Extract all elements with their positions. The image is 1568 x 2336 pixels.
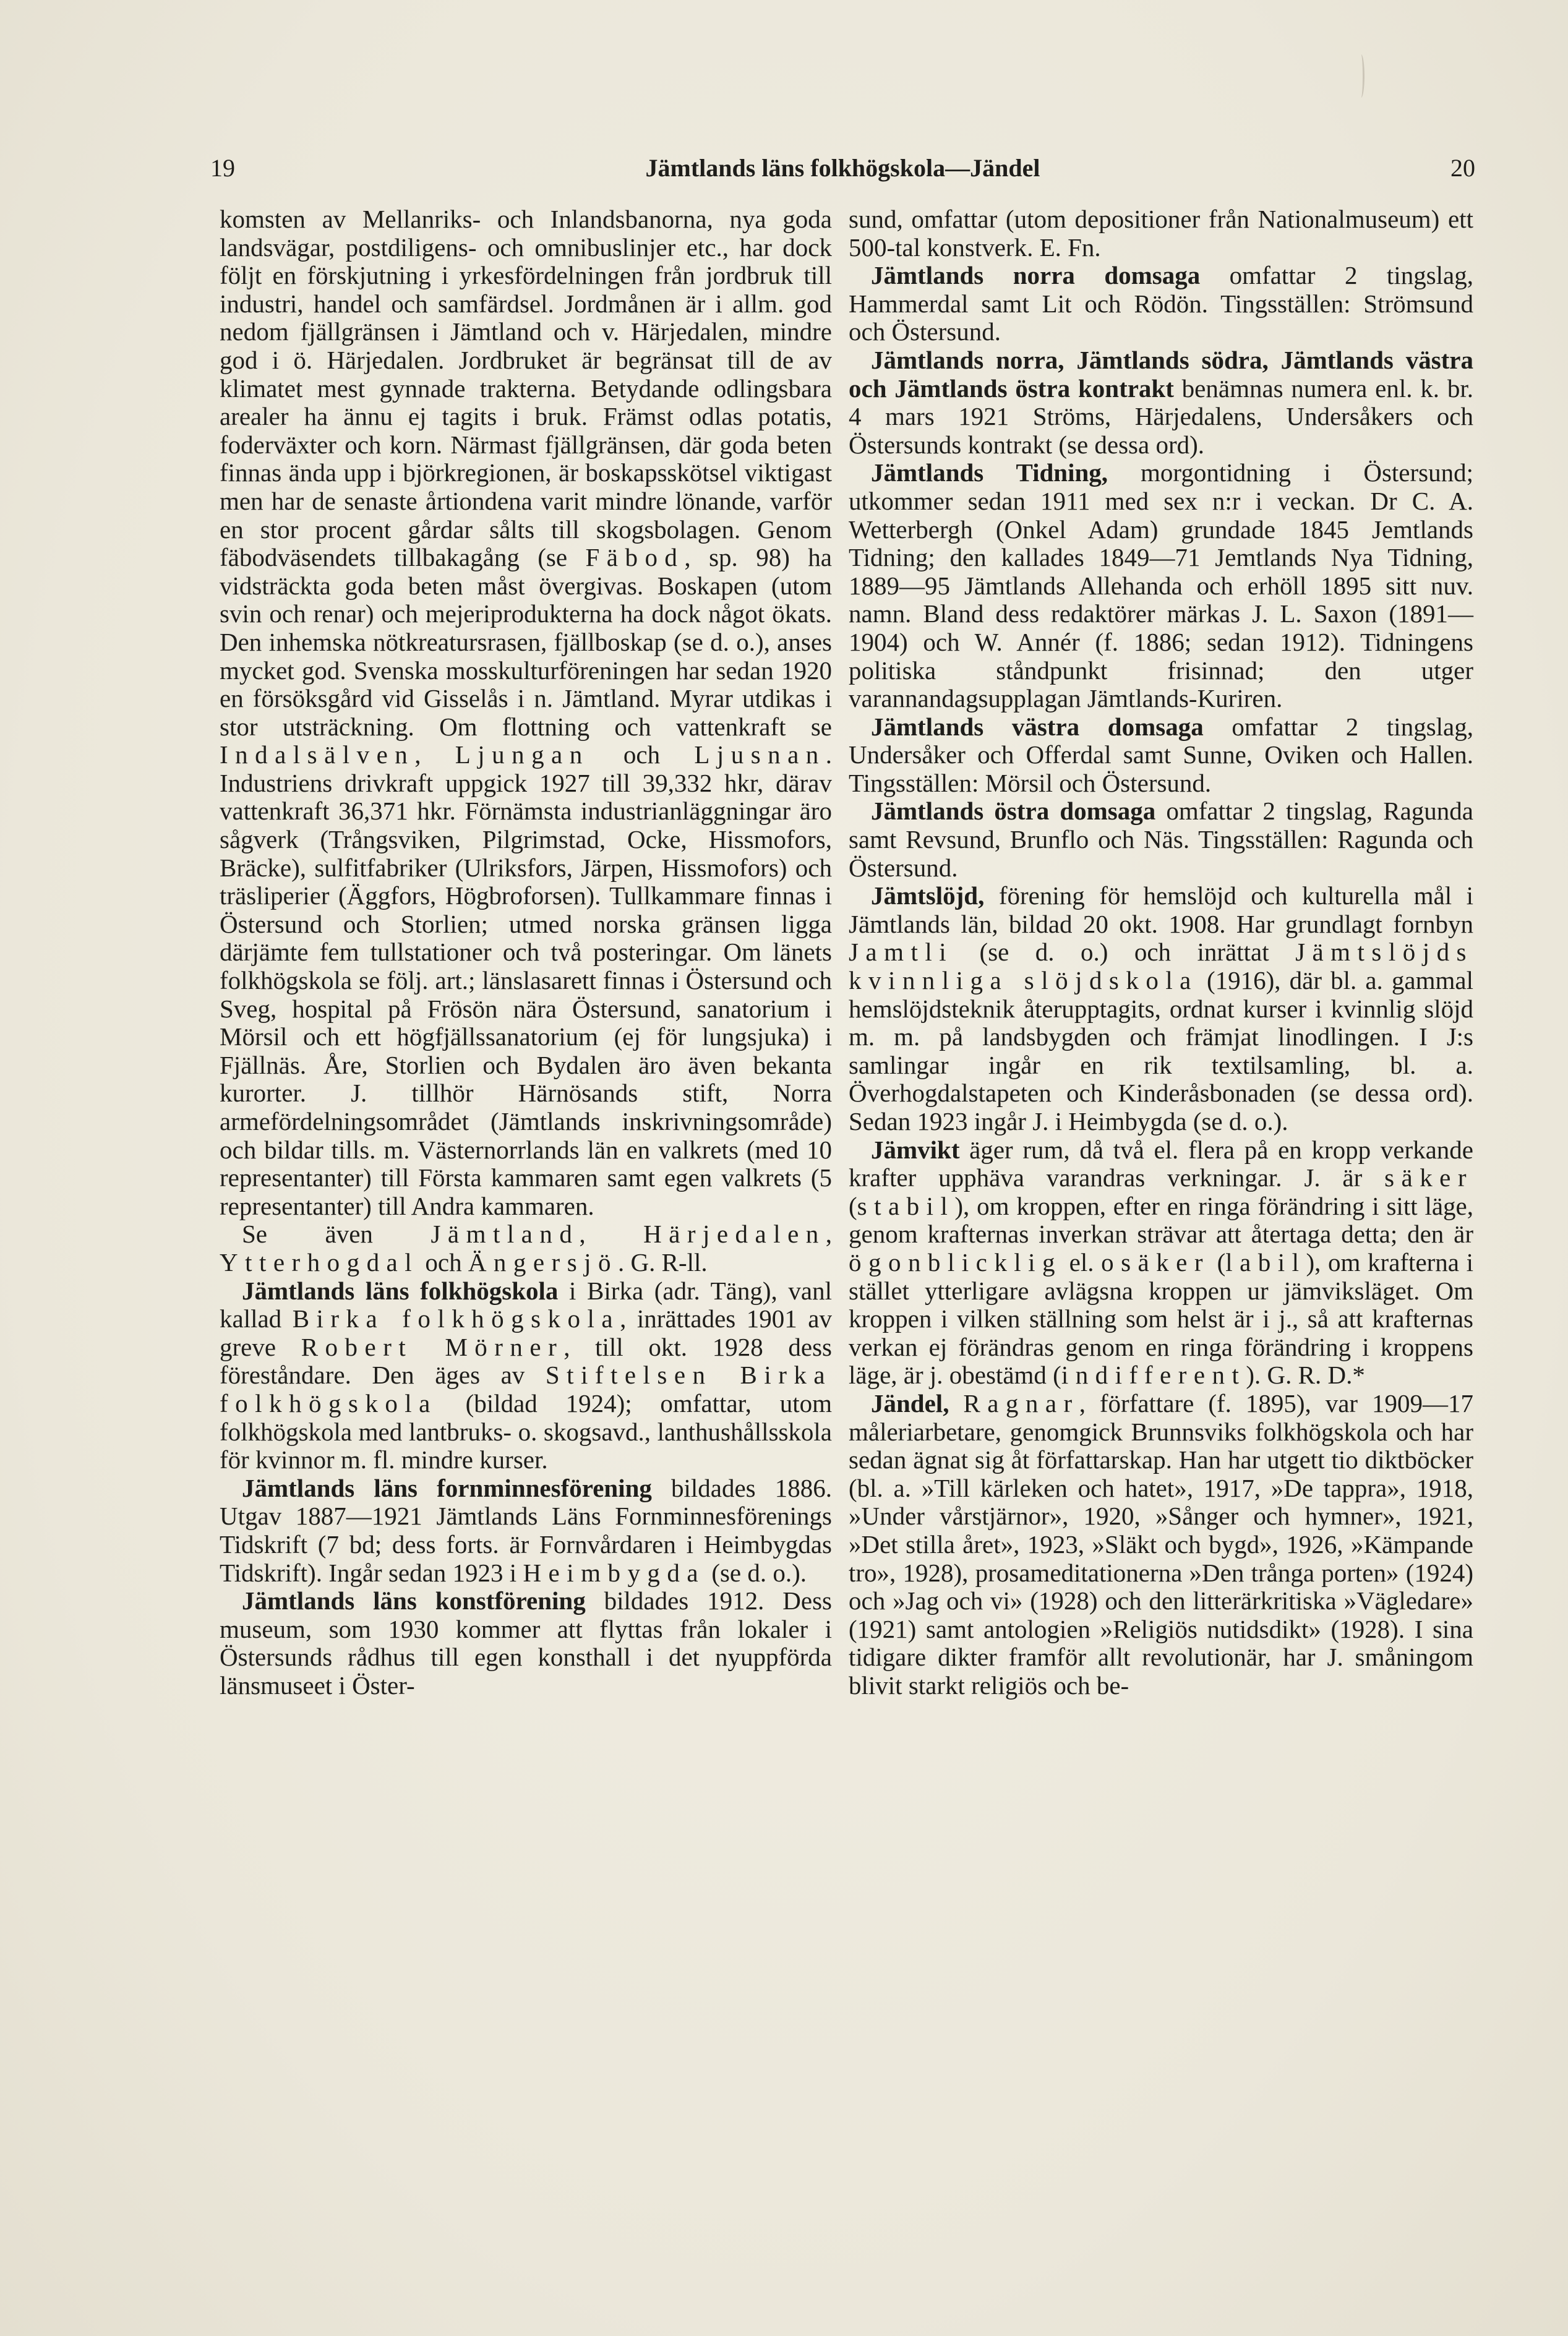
entry-konstforening: Jämtlands läns konstförening bildades 1912. Dess museum, som 1930 kommer att flyttas från lokaler i Östersunds rådhus till egen konsthall i det nyuppförda länsmuseet i Öster- xyxy=(220,1586,832,1700)
page-number-right: 20 xyxy=(1450,154,1475,182)
page-number-left: 19 xyxy=(210,154,235,182)
entry-kontrakt: Jämtlands norra, Jämtlands södra, Jämtlands västra och Jämtlands östra kontrakt benämnas numera enl. k. br. 4 mars 1921 Ströms, Härjedalens, Undersåkers och Östersunds kontrakt (se dessa ord). xyxy=(849,345,1473,459)
entry-konstforening-cont: sund, omfattar (utom depositioner från Nationalmuseum) ett 500-tal konstverk. E. Fn. xyxy=(849,205,1473,262)
left-column xyxy=(220,205,832,1700)
entry-folkhogskola: Jämtlands läns folkhögskola i Birka (adr. Täng), vanl kallad Birka folkhögskola, inrättades 1901 av greve Robert Mörner, till okt. 1928 dess föreståndare. Den äges av Stiftelsen Birka folkhögskola (bildad 1924); omfattar, utom folkhögskola med lantbruks- o. skogsavd., lanthushållsskola för kvinnor m. fl. mindre kurser. xyxy=(220,1276,832,1474)
see-also: Se även Jämtland, Härjedalen, Ytterhogdal och Ängersjö. G. R-ll. xyxy=(220,1220,832,1277)
entry-vastra-domsaga: Jämtlands västra domsaga omfattar 2 tingslag, Undersåker och Offerdal samt Sunne, Oviken och Hallen. Tingsställen: Mörsil och Östersund. xyxy=(849,712,1473,797)
entry-jamvikt: Jämvikt äger rum, då två el. flera på en kropp verkande krafter upphäva varandras verkningar. J. är säker (stabil), om kroppen, efter en ringa förändring i sitt läge, genom krafternas inverkan strävar att återtaga detta; den är ögonblicklig el. osäker (labil), om krafterna i stället ytterligare avlägsna kroppen ur jämviksläget. Om kroppen i vilken ställning som helst är i j., så att krafternas verkan ej förändras genom en ringa förändring i kroppens läge, är j. obestämd (indifferent). G. R. D.* xyxy=(849,1135,1473,1390)
entry-jamtlands-lan-cont: komsten av Mellanriks- och Inlandsbanorna, nya goda landsvägar, postdiligens- och omnibuslinjer etc., har dock följt en förskjutning i yrkesfördelningen från jordbruk till industri, handel och samfärdsel. Jordmånen är i allm. god nedom fjällgränsen i Jämtland och v. Härjedalen, mindre god i ö. Härjedalen. Jordbruket är begränsat till de av klimatet mest gynnade trakterna. Betydande odlingsbara arealer ha ännu ej tagits i bruk. Främst odlas potatis, foderväxter och korn. Närmast fjällgränsen, där goda beten finnas ända upp i björkregionen, är boskapsskötsel viktigast men har de senaste årtiondena varit mindre lönande, varför en stor procent gårdar sålts till skogsbolagen. Genom fäbodväsendets tillbakagång (se Fäbod, sp. 98) ha vidsträckta goda beten måst övergivas. Boskapen (utom svin och renar) och mejeriprodukterna ha dock något ökats. Den inhemska nötkreatursrasen, fjällboskap (se d. o.), anses mycket god. Svenska mosskulturföreningen har sedan 1920 en försöksgård vid Gisselås i n. Jämtland. Myrar utdikas i stor utsträckning. Om flottning och vattenkraft se Indalsälven, Ljungan och Ljusnan. Industriens drivkraft uppgick 1927 till 39,332 hkr, därav vattenkraft 36,371 hkr. Förnämsta industrianläggningar äro sågverk (Trångsviken, Pilgrimstad, Ocke, Hissmofors, Bräcke), sulfitfabriker (Ulriksfors, Järpen, Hissmofors) och träsliperier (Äggfors, Högbroforsen). Tullkammare finnas i Östersund och Storlien; utmed norska gränsen ligga därjämte fem tullstationer och två posteringar. Om länets folkhögskola se följ. art.; länslasarett finnas i Östersund och Sveg, hospital på Frösön nära Östersund, sanatorium i Mörsil och ett högfjällssanatorium (ej för lungsjuka) i Fjällnäs. Åre, Storlien och Bydalen äro även bekanta kurorter. J. tillhör Härnösands stift, Norra armefördelningsområdet (Jämtlands inskrivningsområde) och bildar tills. m. Västernorrlands län en valkrets (med 10 representanter) till Första kammaren samt egen valkrets (5 representanter) till Andra kammaren. xyxy=(220,205,833,1220)
entry-jandel: Jändel, Ragnar, författare (f. 1895), var 1909—17 måleriarbetare, genomgick Brunnsviks folkhögskola och har sedan ägnat sig åt författarskap. Han har utgett tio diktböcker (bl. a. »Till kärleken och hatet», 1917, »De tappra», 1918, »Under vårstjärnor», 1920, »Sånger och hymner», 1921, »Det stilla året», 1923, »Släkt och bygd», 1926, »Kämpande tro», 1928), prosameditationerna »Den trånga porten» (1924) och »Jag och vi» (1928) och den litterärkritiska »Vägledare» (1921) samt antologien »Religiös nutidsdikt» (1928). I sina tidigare dikter framför allt revolutionär, har J. småningom blivit starkt religiös och be- xyxy=(849,1388,1473,1700)
entry-fornminnesforening: Jämtlands läns fornminnesförening bildades 1886. Utgav 1887—1921 Jämtlands Läns Fornminnesförenings Tidskrift (7 bd; dess forts. är Fornvårdaren i Heimbygdas Tidskrift). Ingår sedan 1923 i Heimbygda (se d. o.). xyxy=(220,1473,832,1587)
entry-tidning: Jämtlands Tidning, morgontidning i Östersund; utkommer sedan 1911 med sex n:r i veckan. Dr C. A. Wetterbergh (Onkel Adam) grundade 1845 Jemtlands Tidning; den kallades 1849—71 Jemtlands Nya Tidning, 1889—95 Jämtlands Allehanda och erhöll 1895 sitt nuv. namn. Bland dess redaktörer märkas J. L. Saxon (1891—1904) och W. Annér (f. 1886; sedan 1912). Tidningens politiska ståndpunkt frisinnad; den utger varannandagsupplagan Jämtlands-Kuriren. xyxy=(849,458,1473,713)
entry-ostra-domsaga: Jämtlands östra domsaga omfattar 2 tingslag, Ragunda samt Revsund, Brunflo och Näs. Tingsställen: Ragunda och Östersund. xyxy=(849,797,1473,882)
entry-jamtslojd: Jämtslöjd, förening för hemslöjd och kulturella mål i Jämtlands län, bildad 20 okt. 1908. Har grundlagt fornbyn Jamtli (se d. o.) och inrättat Jämtslöjds kvinnliga slöjdskola (1916), där bl. a. gammal hemslöjdsteknik återupptagits, ordnat kurser i kvinnlig slöjd m. m. på landsbygden och främjat linodlingen. I J:s samlingar ingår en rik textilsamling, bl. a. Överhogdalstapeten och Kinderåsbonaden (se dessa ord). Sedan 1923 ingår J. i Heimbygda (se d. o.). xyxy=(849,881,1473,1136)
header-title: Jämtlands läns folkhögskola—Jändel xyxy=(645,154,1040,182)
page-mark xyxy=(1358,54,1365,98)
entry-norra-domsaga: Jämtlands norra domsaga omfattar 2 tingslag, Hammerdal samt Lit och Rödön. Tingsställen: Strömsund och Östersund. xyxy=(849,261,1474,346)
right-column xyxy=(849,205,1473,1700)
running-header xyxy=(210,150,1475,187)
